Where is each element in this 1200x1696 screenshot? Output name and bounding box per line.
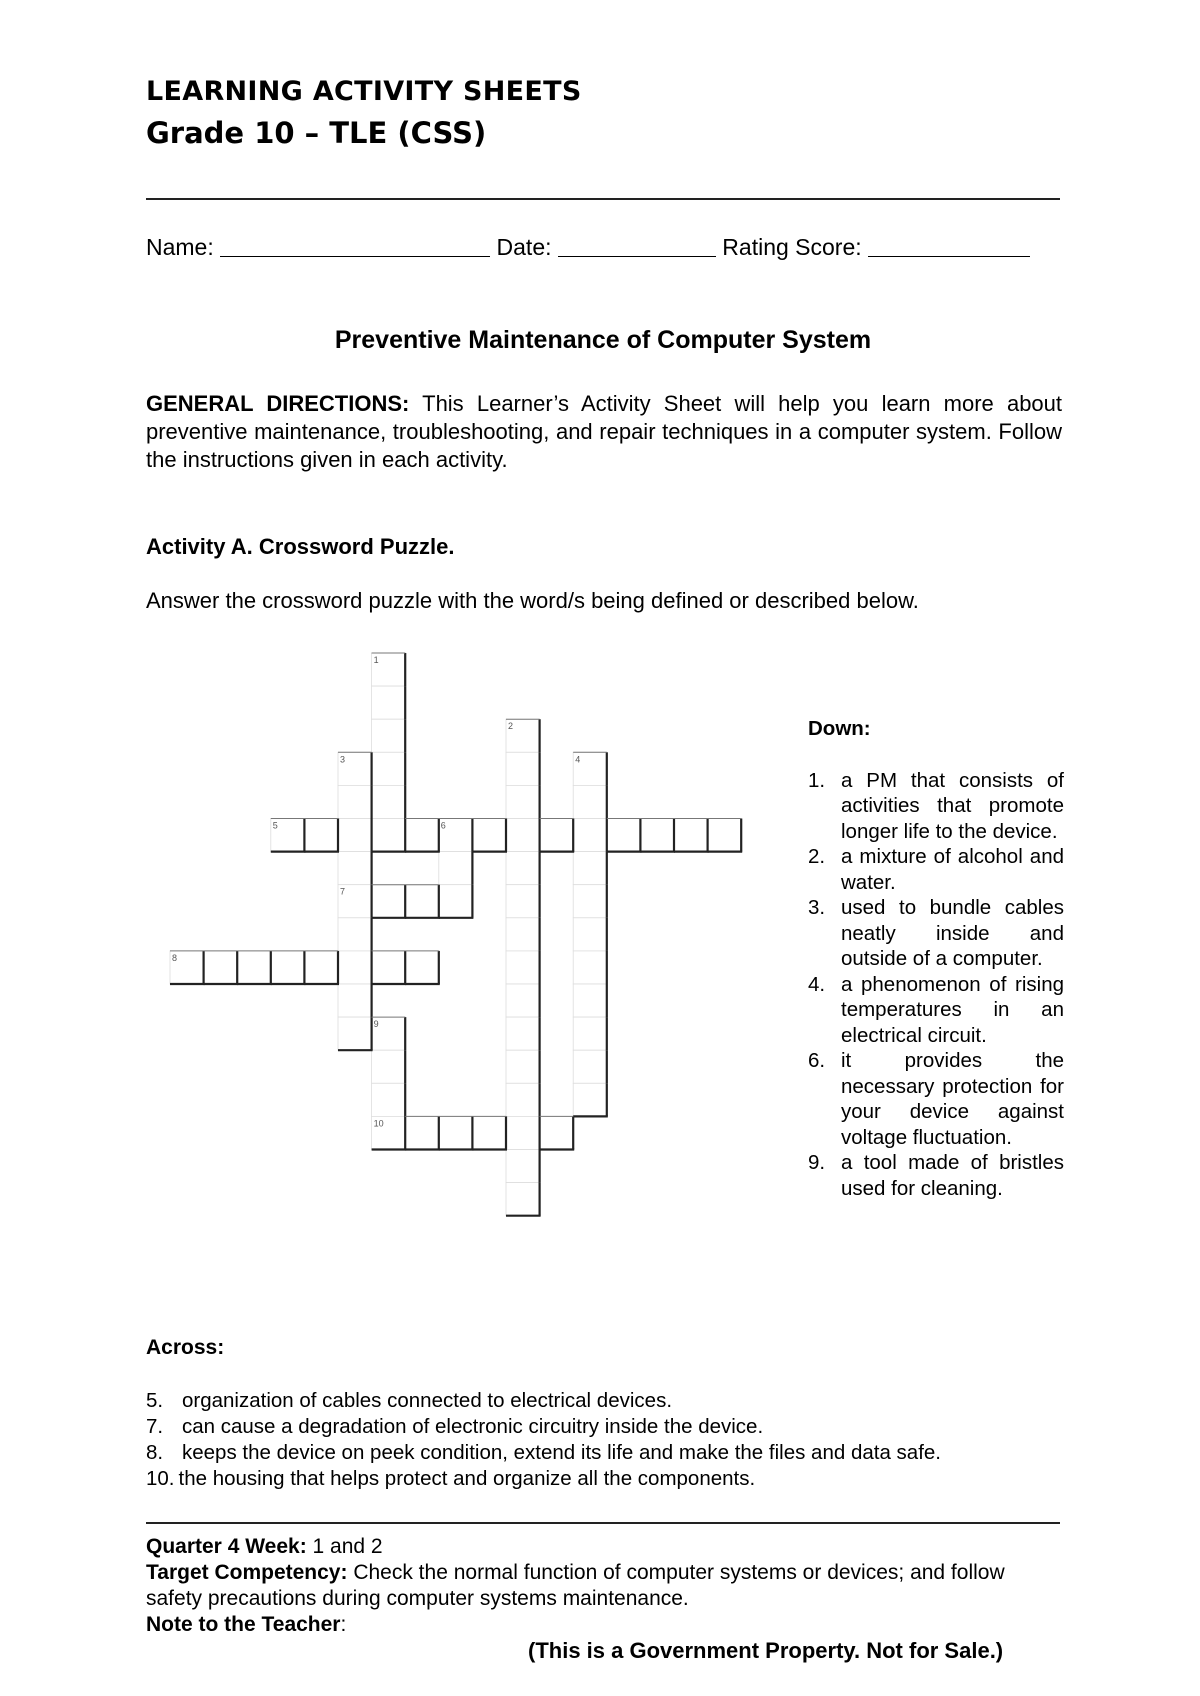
crossword-cell-number: 2 [508,721,514,732]
crossword-cell[interactable] [472,1116,506,1149]
crossword-cell[interactable] [573,785,607,818]
across-clue [146,1440,941,1466]
clue-text: a mixture of alcohol and water. [841,845,1064,894]
footer-divider [146,1522,1060,1524]
crossword-cell[interactable] [338,918,372,951]
clue-number: 1. [808,768,826,792]
clue-text: a tool made of bristles used for cleaning. [841,1151,1064,1200]
crossword-cell[interactable] [506,1017,540,1050]
crossword-cell-number: 9 [373,1019,379,1030]
clue-number: 10. [146,1467,175,1490]
teacher-note-label: Note to the Teacher [146,1613,341,1636]
crossword-cell[interactable] [506,785,540,818]
document-title: Preventive Maintenance of Computer System [334,326,872,354]
crossword-cell[interactable] [439,885,473,918]
crossword-cell[interactable] [338,951,372,984]
crossword-cell[interactable] [405,885,439,918]
footer: Quarter 4 Week: 1 and 2 Target Competency: Check the normal function of computer systems or devices; and follow safety precautions during computer systems maintenance. Note to the Teacher: [146,1535,1005,1636]
competency-text: Check the normal function of computer systems or devices; and follow safety precautions during computer systems maintenance. [146,1561,1005,1610]
crossword-cell[interactable] [573,918,607,951]
quarter-value: 1 and 2 [312,1535,383,1558]
grade-subject: Grade 10 – TLE (CSS) [146,116,487,150]
down-clue [808,895,1064,972]
crossword-cell[interactable] [372,785,406,818]
down-clue [808,844,1064,895]
clue-number: 6. [808,1049,826,1072]
crossword-cell-number: 5 [272,820,278,831]
crossword-cell-number: 8 [172,952,178,963]
crossword-cell[interactable] [405,951,439,984]
crossword-cell[interactable] [506,752,540,785]
crossword-cell[interactable] [506,918,540,951]
crossword-cell[interactable] [674,819,708,852]
down-clue [808,1150,1064,1201]
across-clue [146,1388,941,1414]
across-heading: Across: [146,1336,225,1359]
crossword-cell[interactable] [372,752,406,785]
clue-number: 4. [808,972,826,996]
crossword-cell-number: 6 [440,820,446,831]
clue-text: a phenomenon of rising temperatures in an electrical circuit. [841,972,1064,1047]
down-clue [808,768,1064,845]
crossword-cell[interactable] [405,819,439,852]
crossword-cell-number: 10 [373,1118,384,1129]
crossword-cell[interactable] [506,1083,540,1116]
down-heading: Down: [808,717,871,740]
crossword-cell[interactable] [372,819,406,852]
crossword-cell[interactable] [439,852,473,885]
government-property-note: (This is a Government Property. Not for Sale.) [528,1638,1004,1663]
crossword-cell[interactable] [573,852,607,885]
clue-text: organization of cables connected to electrical devices. [182,1389,673,1412]
clue-number: 8. [146,1441,164,1464]
crossword-cell[interactable] [372,951,406,984]
crossword-cell[interactable] [506,885,540,918]
crossword-cell[interactable] [607,819,641,852]
crossword-cell[interactable] [372,1083,406,1116]
crossword-cell[interactable] [573,819,607,852]
clue-text: it provides the necessary protection for your device against voltage fluctuation. [841,1049,1064,1149]
clue-text: a PM that consists of activities that promote longer life to the device. [841,768,1064,843]
crossword-cell[interactable] [573,951,607,984]
crossword-cell[interactable] [304,819,338,852]
crossword-cell-number: 7 [340,886,346,897]
crossword-cell[interactable] [506,951,540,984]
date-label: Date: [496,234,552,260]
crossword-cell[interactable] [573,1083,607,1116]
activity-instruction: Answer the crossword puzzle with the word/s being defined or described below. [146,588,919,613]
crossword-cell[interactable] [708,819,742,852]
crossword-cell[interactable] [506,852,540,885]
crossword-cell[interactable] [372,885,406,918]
down-clue [808,1048,1064,1150]
clue-text: the housing that helps protect and organize all the components. [178,1467,756,1490]
clue-number: 7. [146,1415,164,1438]
down-clue [808,972,1064,1049]
crossword-cell-number: 1 [373,655,379,665]
quarter-label: Quarter 4 Week [146,1535,300,1558]
crossword-cell[interactable] [573,984,607,1017]
crossword-cell-number: 4 [575,754,581,765]
crossword-cell-number: 3 [340,754,346,765]
activity-title: Activity A. Crossword Puzzle. [146,534,455,559]
crossword-cell[interactable] [372,719,406,752]
crossword-cell[interactable] [338,819,372,852]
crossword-cell[interactable] [237,951,271,984]
competency-label: Target Competency: [146,1561,348,1584]
crossword-cell[interactable] [338,785,372,818]
crossword-cell[interactable] [338,984,372,1017]
directions-text: This Learner’s Activity Sheet will help you learn more about preventive maintenance, troubleshooting, and repair techniques in a computer system. Follow the instructions given in each activity. [146,391,1063,472]
clue-number: 9. [808,1151,826,1174]
directions-label: GENERAL DIRECTIONS: [146,391,410,416]
crossword-cell[interactable] [506,819,540,852]
rating-label: Rating Score: [722,234,862,260]
crossword-cell[interactable] [204,951,238,984]
down-clues [808,716,1064,1201]
crossword-cell[interactable] [540,1116,574,1149]
crossword-cell[interactable] [338,852,372,885]
crossword-cell[interactable] [338,1017,372,1050]
clue-number: 2. [808,845,826,868]
clue-number: 5. [146,1389,164,1412]
name-label: Name: [146,234,214,260]
crossword-cell[interactable] [573,885,607,918]
crossword-cell[interactable] [304,951,338,984]
crossword-cell[interactable] [573,1017,607,1050]
crossword-cell[interactable] [472,819,506,852]
crossword-cell[interactable] [506,1150,540,1183]
crossword-cell[interactable] [506,1116,540,1149]
crossword-cell[interactable] [439,1116,473,1149]
clue-text: keeps the device on peek condition, extend its life and make the files and data safe. [182,1441,941,1464]
crossword-cell[interactable] [372,1050,406,1083]
crossword-cell[interactable] [506,984,540,1017]
crossword-cell[interactable] [506,1183,540,1216]
clue-text: used to bundle cables neatly inside and outside of a computer. [841,896,1064,970]
crossword-cell[interactable] [405,1116,439,1149]
across-clues [146,1388,941,1492]
sheet-title: LEARNING ACTIVITY SHEETS [146,76,582,107]
across-clue [146,1414,941,1440]
clue-text: can cause a degradation of electronic circuitry inside the device. [182,1415,764,1438]
crossword-cell[interactable] [540,819,574,852]
crossword-cell[interactable] [372,686,406,719]
crossword-cell[interactable] [271,951,305,984]
crossword-cell[interactable] [573,1050,607,1083]
crossword-cell[interactable] [640,819,674,852]
clue-number: 3. [808,896,826,919]
across-clue [146,1466,941,1492]
crossword-cell[interactable] [506,1050,540,1083]
